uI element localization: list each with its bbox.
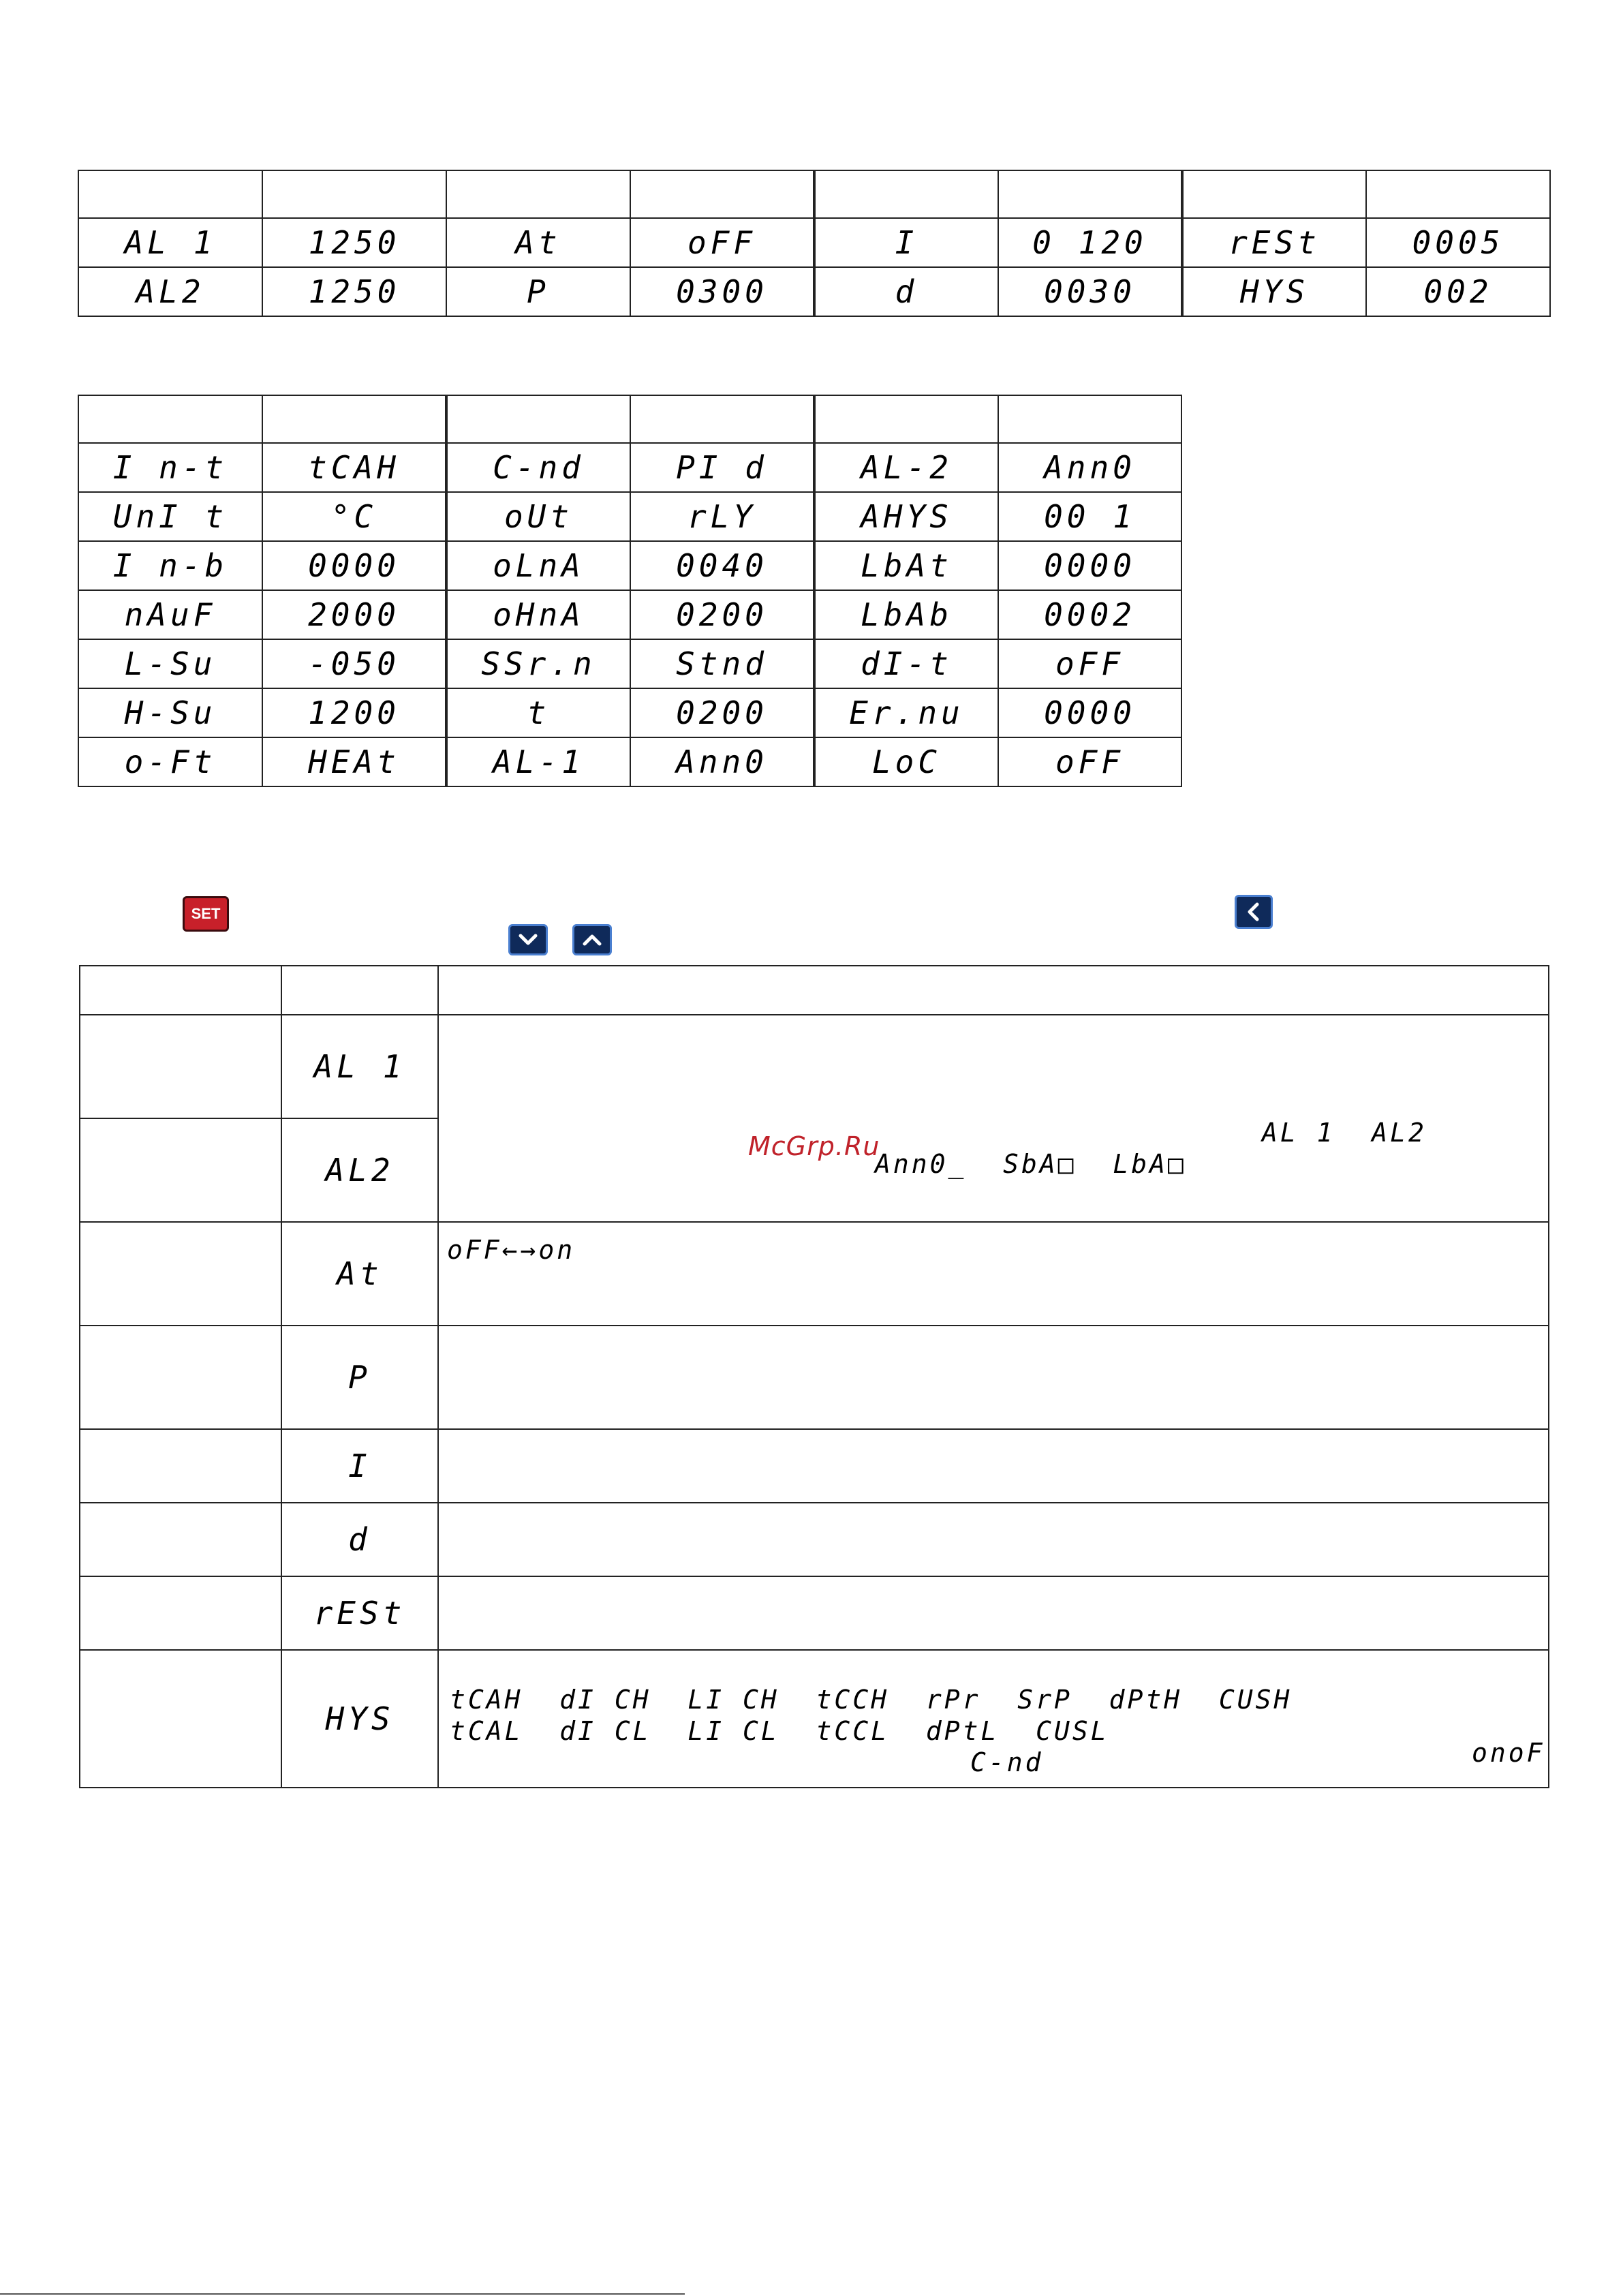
- param-code: P: [446, 267, 630, 316]
- table-row: [78, 590, 1181, 639]
- param-code: rESt: [281, 1576, 438, 1650]
- table-row: [80, 1222, 1549, 1326]
- param-code: nAuF: [78, 590, 262, 639]
- param-code: HYS: [281, 1650, 438, 1788]
- param-code: oLnA: [446, 541, 630, 590]
- param-code: rESt: [1182, 218, 1366, 267]
- table-row: [80, 1015, 1549, 1118]
- param-code: AL-1: [446, 737, 630, 786]
- param-value: rLY: [630, 492, 814, 541]
- table-row: [80, 1576, 1549, 1650]
- param-value: oFF: [998, 639, 1181, 688]
- table-header-row: [80, 966, 1549, 1015]
- param-code: AL2: [281, 1118, 438, 1222]
- param-value: oFF: [630, 218, 814, 267]
- param-code: AL 1: [281, 1015, 438, 1118]
- param-code: AL2: [78, 267, 262, 316]
- parameter-table-2: [78, 395, 1182, 787]
- param-code: o-Ft: [78, 737, 262, 786]
- param-value: Stnd: [630, 639, 814, 688]
- param-code: d: [281, 1503, 438, 1576]
- param-value: 0000: [998, 541, 1181, 590]
- param-code: SSr.n: [446, 639, 630, 688]
- set-key-label: SET: [191, 905, 221, 922]
- table-row: [78, 492, 1181, 541]
- table-row: [78, 688, 1181, 737]
- param-code: LbAt: [814, 541, 998, 590]
- watermark: McGrp.Ru: [748, 1131, 880, 1161]
- param-code: HYS: [1182, 267, 1366, 316]
- onoff-mode-code: onoF: [1472, 1738, 1545, 1768]
- table-row: [78, 267, 1550, 316]
- param-value: 0002: [998, 590, 1181, 639]
- table-row: [80, 1503, 1549, 1576]
- param-value: oFF: [998, 737, 1181, 786]
- param-value: 2000: [262, 590, 446, 639]
- param-value: 0030: [998, 267, 1182, 316]
- alarm-description-cell: [438, 1015, 1549, 1222]
- param-value: HEAt: [262, 737, 446, 786]
- param-code: I: [281, 1429, 438, 1503]
- param-value: 0040: [630, 541, 814, 590]
- param-code: AHYS: [814, 492, 998, 541]
- hys-params-low: tCAL dI CL LI CL tCCL dPtL CUSL: [450, 1716, 1109, 1746]
- table-row: [80, 1650, 1549, 1788]
- table-header-row: [78, 395, 1181, 443]
- param-code: dI-t: [814, 639, 998, 688]
- up-arrow-icon: [572, 924, 612, 955]
- autotune-toggle: oFF←→on: [447, 1235, 576, 1265]
- control-mode-code: C-nd: [970, 1747, 1044, 1777]
- param-value: 1250: [262, 267, 446, 316]
- param-code: AL 1: [78, 218, 262, 267]
- param-value: 0200: [630, 688, 814, 737]
- autotune-description-cell: [438, 1222, 1549, 1326]
- param-code: d: [814, 267, 998, 316]
- table-row: [80, 1429, 1549, 1503]
- param-code: H-Su: [78, 688, 262, 737]
- param-value: 0200: [630, 590, 814, 639]
- table-row: [78, 541, 1181, 590]
- param-value: 0000: [998, 688, 1181, 737]
- param-code: At: [281, 1222, 438, 1326]
- param-code: I n-b: [78, 541, 262, 590]
- table-row: [80, 1326, 1549, 1429]
- param-value: PI d: [630, 443, 814, 492]
- table-row: [78, 639, 1181, 688]
- param-value: 0005: [1366, 218, 1550, 267]
- parameter-description-table: [79, 965, 1549, 1788]
- param-code: UnI t: [78, 492, 262, 541]
- param-value: 1200: [262, 688, 446, 737]
- param-code: I: [814, 218, 998, 267]
- param-code: oHnA: [446, 590, 630, 639]
- hys-params-high: tCAH dI CH LI CH tCCH rPr SrP dPtH CUSH: [450, 1685, 1293, 1715]
- param-value: Ann0: [630, 737, 814, 786]
- param-code: P: [281, 1326, 438, 1429]
- param-code: At: [446, 218, 630, 267]
- table-row: [78, 218, 1550, 267]
- param-value: 002: [1366, 267, 1550, 316]
- param-value: 1250: [262, 218, 446, 267]
- param-code: LoC: [814, 737, 998, 786]
- parameter-table-1: [78, 170, 1551, 317]
- param-code: Er.nu: [814, 688, 998, 737]
- param-value: Ann0: [998, 443, 1181, 492]
- param-value: 0000: [262, 541, 446, 590]
- set-key-icon: [183, 896, 229, 932]
- param-value: 0300: [630, 267, 814, 316]
- param-value: -050: [262, 639, 446, 688]
- footer-divider: [0, 2293, 685, 2295]
- param-code: oUt: [446, 492, 630, 541]
- param-code: LbAb: [814, 590, 998, 639]
- param-code: C-nd: [446, 443, 630, 492]
- param-code: t: [446, 688, 630, 737]
- left-arrow-icon: [1235, 895, 1273, 929]
- param-value: °C: [262, 492, 446, 541]
- table-row: [78, 443, 1181, 492]
- param-code: I n-t: [78, 443, 262, 492]
- param-value: tCAH: [262, 443, 446, 492]
- alarm-modes: Ann0_ SbA□ LbA□: [875, 1149, 1186, 1179]
- table-row: [78, 737, 1181, 786]
- param-code: L-Su: [78, 639, 262, 688]
- hysteresis-description-cell: [438, 1650, 1549, 1788]
- alarm-refs: AL 1 AL2: [1262, 1118, 1427, 1148]
- param-value: 0 120: [998, 218, 1182, 267]
- param-code: AL-2: [814, 443, 998, 492]
- param-value: 00 1: [998, 492, 1181, 541]
- table-header-row: [78, 170, 1550, 218]
- down-arrow-icon: [508, 924, 548, 955]
